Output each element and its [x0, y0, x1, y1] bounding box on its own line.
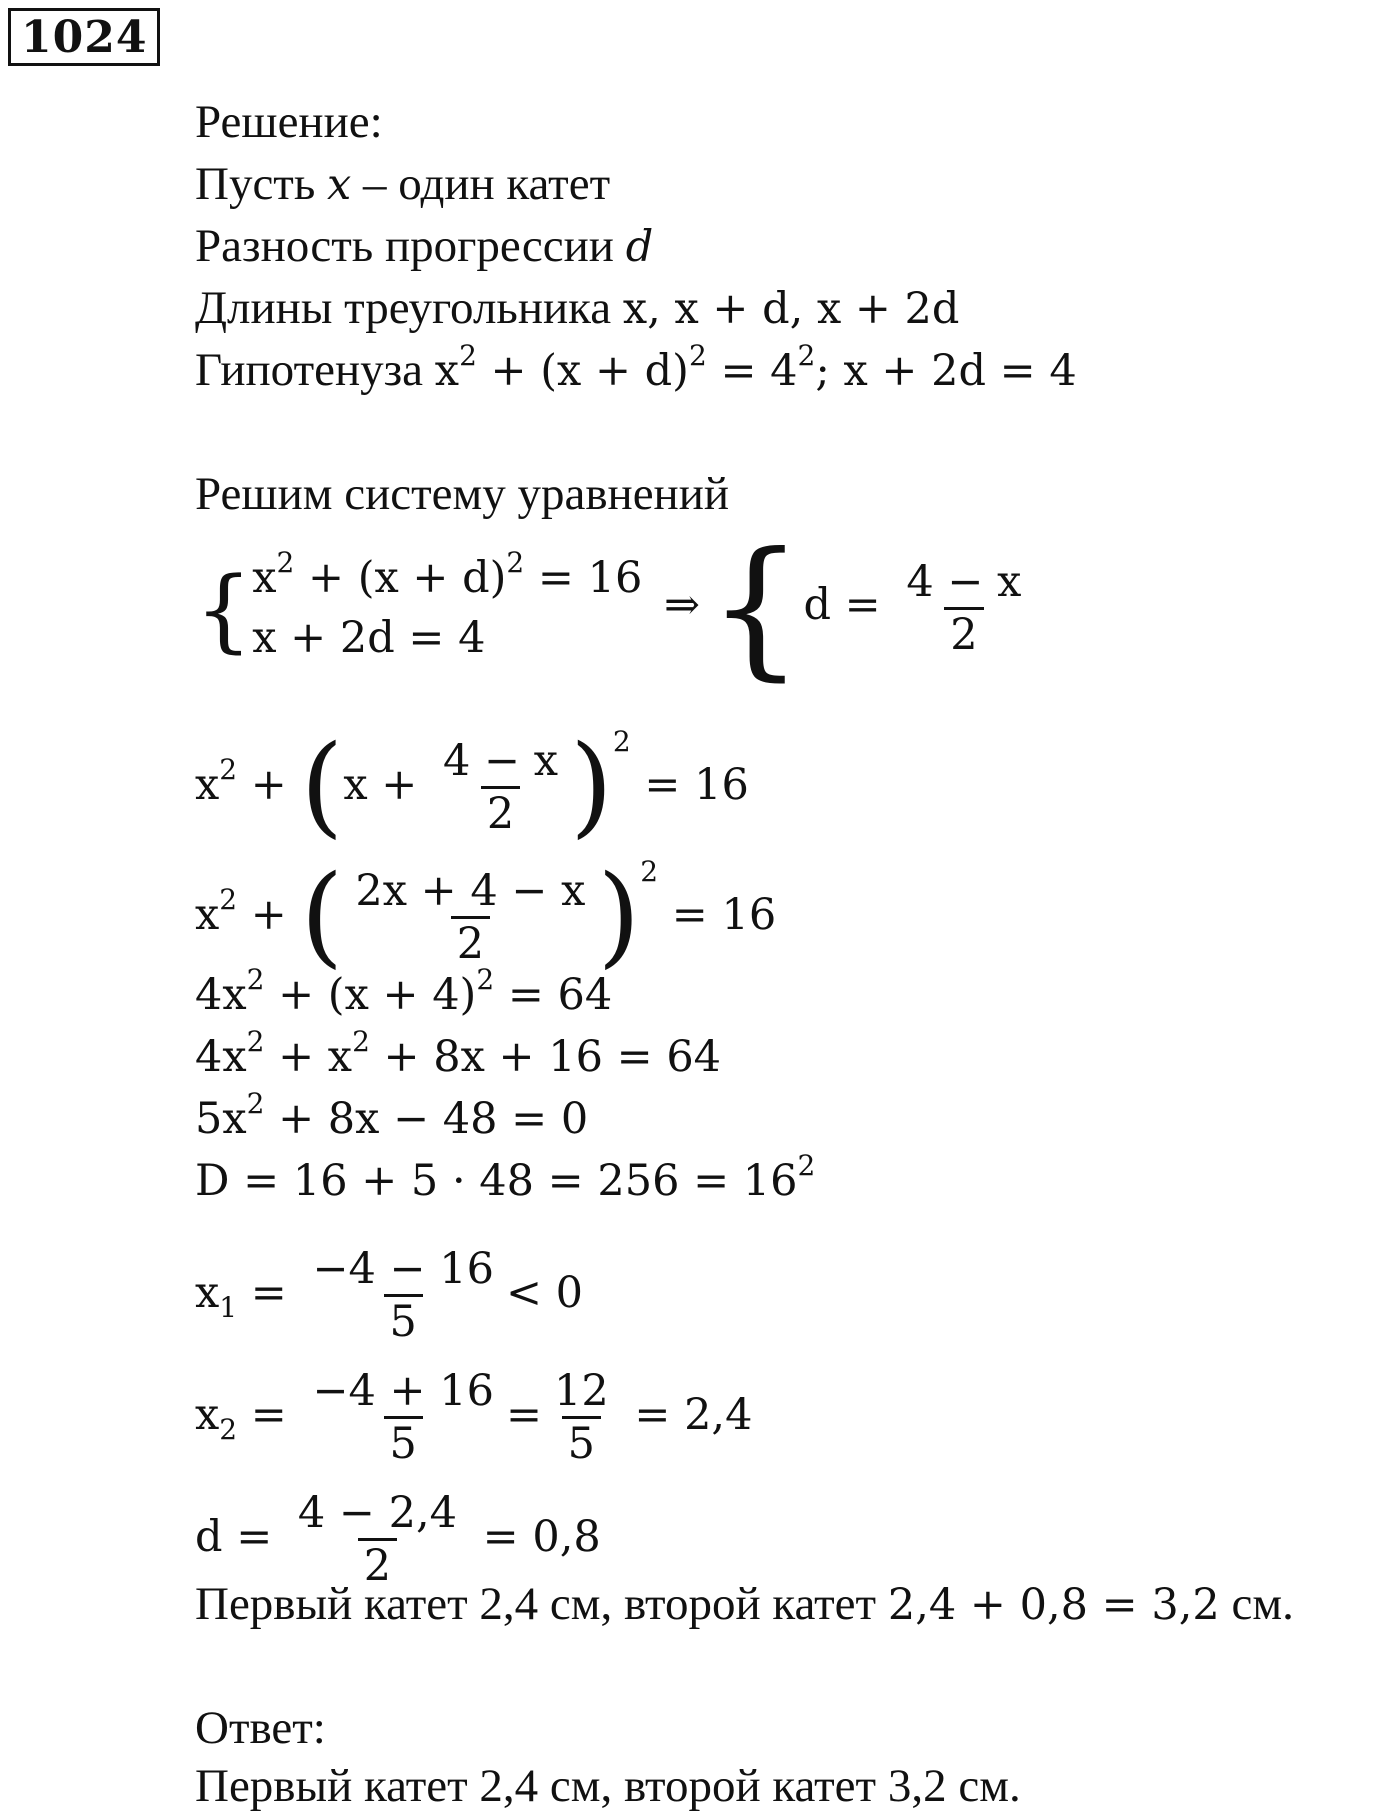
line-hypotenuse: Гипотенуза $x^2 + (x + d)^2 = 4^2$; x + 2d = 4	[195, 339, 1077, 396]
answer-label: Ответ:	[195, 1702, 326, 1754]
equation-times-four: $4x^2 + (x + 4)^2 = 64$	[195, 963, 613, 1020]
equation-quadratic: $5x^2 + 8x - 48 = 0$	[195, 1087, 589, 1144]
equation-expanded: $4x^2 + x^2 + 8x + 16 = 64$	[195, 1025, 722, 1082]
system-left: $x^2 + (x + d)^2 = 16$ x + 2d = 4	[252, 546, 643, 663]
solution-heading: Решение:	[195, 96, 383, 148]
equation-root-x2: $x_2$ = $\frac{-4 + 16}{5}$ = $\frac{12}{5}$ = 2,4	[195, 1366, 753, 1469]
line-let-x: Пусть x – один катет	[195, 158, 611, 210]
fraction-d: $\frac{4 - x}{2}$	[906, 556, 1022, 660]
answer-text: Первый катет 2,4 см, второй катет 3,2 см.	[195, 1760, 1021, 1812]
equation-d-value: d = $\frac{4 - 2,4}{2}$ = 0,8	[195, 1488, 601, 1591]
conclusion-line: Первый катет 2,4 см, второй катет 2,4 + 0,8 = 3,2 см.	[195, 1578, 1294, 1630]
equation-system: { $x^2 + (x + d)^2 = 16$ x + 2d = 4 ⇒{d = $\frac{4 - x}{2}$	[195, 548, 1033, 668]
equation-discriminant: $D = 16 + 5 \cdot 48 = 256 = 16^2$	[195, 1149, 816, 1206]
implies-arrow: ⇒	[664, 580, 701, 630]
equation-root-x1: $x_1$ = $\frac{-4 - 16}{5}$ < 0	[195, 1244, 584, 1347]
line-solve-system: Решим систему уравнений	[195, 468, 730, 520]
line-side-lengths: Длины треугольника x, x + d, x + 2d	[195, 282, 960, 334]
line-progression-diff: Разность прогрессии d	[195, 220, 654, 272]
problem-number: 1024	[8, 8, 160, 66]
equation-substitution: $x^2 + (x$ + $\frac{4 - x}{2}$ )$^2$ = 16	[195, 720, 749, 849]
equation-common-denominator: $x^2$ + ( $\frac{2x + 4 - x}{2}$ )$^2$ = 16	[195, 850, 777, 979]
